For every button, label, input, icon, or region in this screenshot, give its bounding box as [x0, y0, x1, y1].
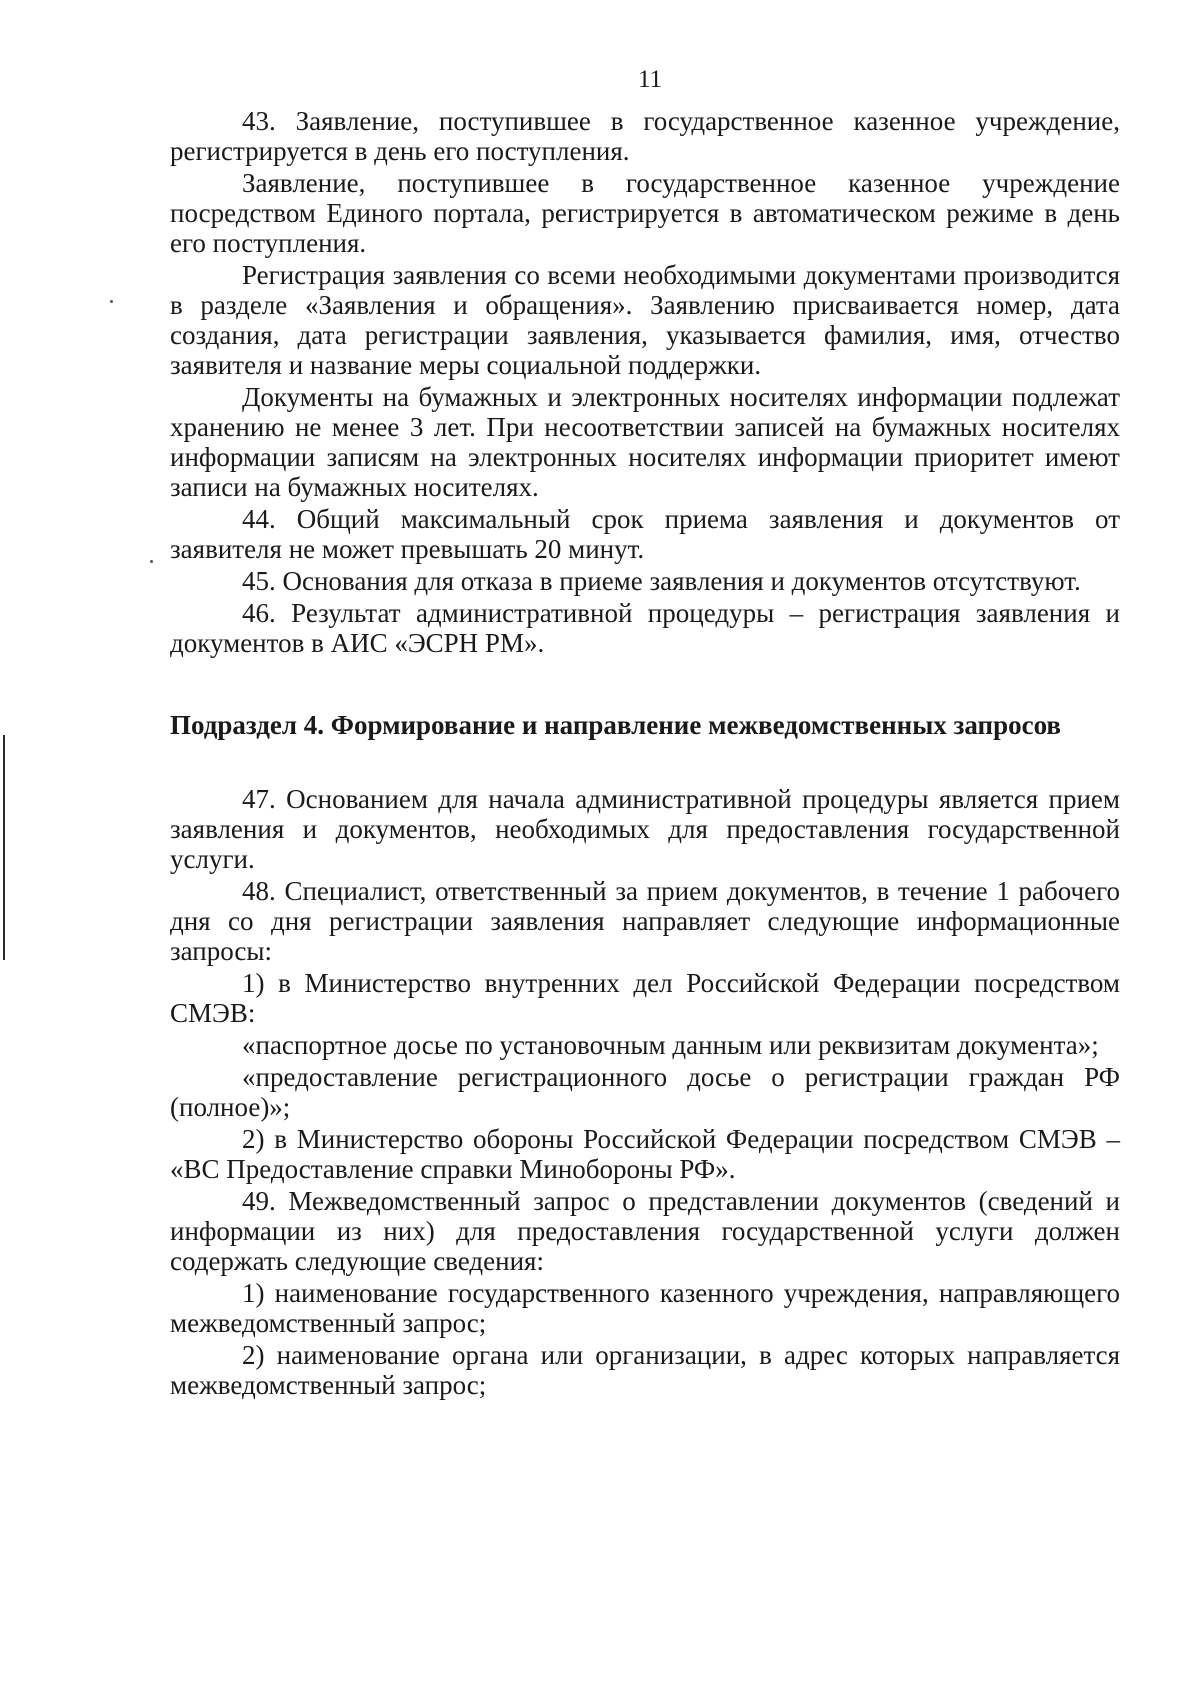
scan-speck [150, 560, 153, 563]
scan-margin-line [3, 735, 5, 960]
section-heading: Подраздел 4. Формирование и направление межведомственных запросов [170, 710, 1062, 740]
list-item-mvd: 1) в Министерство внутренних дел Российской Федерации посредством СМЭВ: [170, 968, 1120, 1028]
paragraph-47: 47. Основанием для начала административной процедуры является прием заявления и документов, необходимых для предоставления государственной услуги. [170, 784, 1120, 874]
paragraph-43: 43. Заявление, поступившее в государственное казенное учреждение, регистрируется в день его поступления. [170, 106, 1120, 166]
list-item-recipient-name: 2) наименование органа или организации, в адрес которых направляется межведомственный запрос; [170, 1340, 1120, 1400]
paragraph-45: 45. Основания для отказа в приеме заявления и документов отсутствуют. [242, 566, 1081, 596]
paragraph-46: 46. Результат административной процедуры – регистрация заявления и документов в АИС «ЭСРН РМ». [170, 598, 1120, 658]
paragraph-registration: Регистрация заявления со всеми необходимыми документами производится в разделе «Заявления и обращения». Заявлению присваивается номер, дата создания, дата регистрации заявления, указывается фамилия, имя, отчество заявителя и название меры социальной поддержки. [170, 260, 1120, 380]
paragraph-44: 44. Общий максимальный срок приема заявления и документов от заявителя не может превышать 20 минут. [170, 504, 1120, 564]
list-item-institution-name: 1) наименование государственного казенного учреждения, направляющего межведомственный запрос; [170, 1278, 1120, 1338]
page-number: 11 [637, 66, 663, 93]
list-item-registration-dossier: «предоставление регистрационного досье о регистрации граждан РФ (полное)»; [170, 1062, 1120, 1122]
scan-speck [110, 300, 113, 303]
list-item-defense: 2) в Министерство обороны Российской Федерации посредством СМЭВ – «ВС Предоставление справки Минобороны РФ». [170, 1124, 1120, 1184]
list-item-passport-dossier: «паспортное досье по установочным данным или реквизитам документа»; [242, 1030, 1099, 1060]
paragraph-49: 49. Межведомственный запрос о представлении документов (сведений и информации из них) для предоставления государственной услуги должен содержать следующие сведения: [170, 1186, 1120, 1276]
paragraph-48: 48. Специалист, ответственный за прием документов, в течение 1 рабочего дня со дня регистрации заявления направляет следующие информационные запросы: [170, 876, 1120, 966]
paragraph-portal: Заявление, поступившее в государственное казенное учреждение посредством Единого портала, регистрируется в автоматическом режиме в день его поступления. [170, 168, 1120, 258]
paragraph-storage: Документы на бумажных и электронных носителях информации подлежат хранению не менее 3 лет. При несоответствии записей на бумажных носителях информации записям на электронных носителях информации приоритет имеют записи на бумажных носителях. [170, 382, 1120, 502]
document-body [170, 106, 1120, 1402]
